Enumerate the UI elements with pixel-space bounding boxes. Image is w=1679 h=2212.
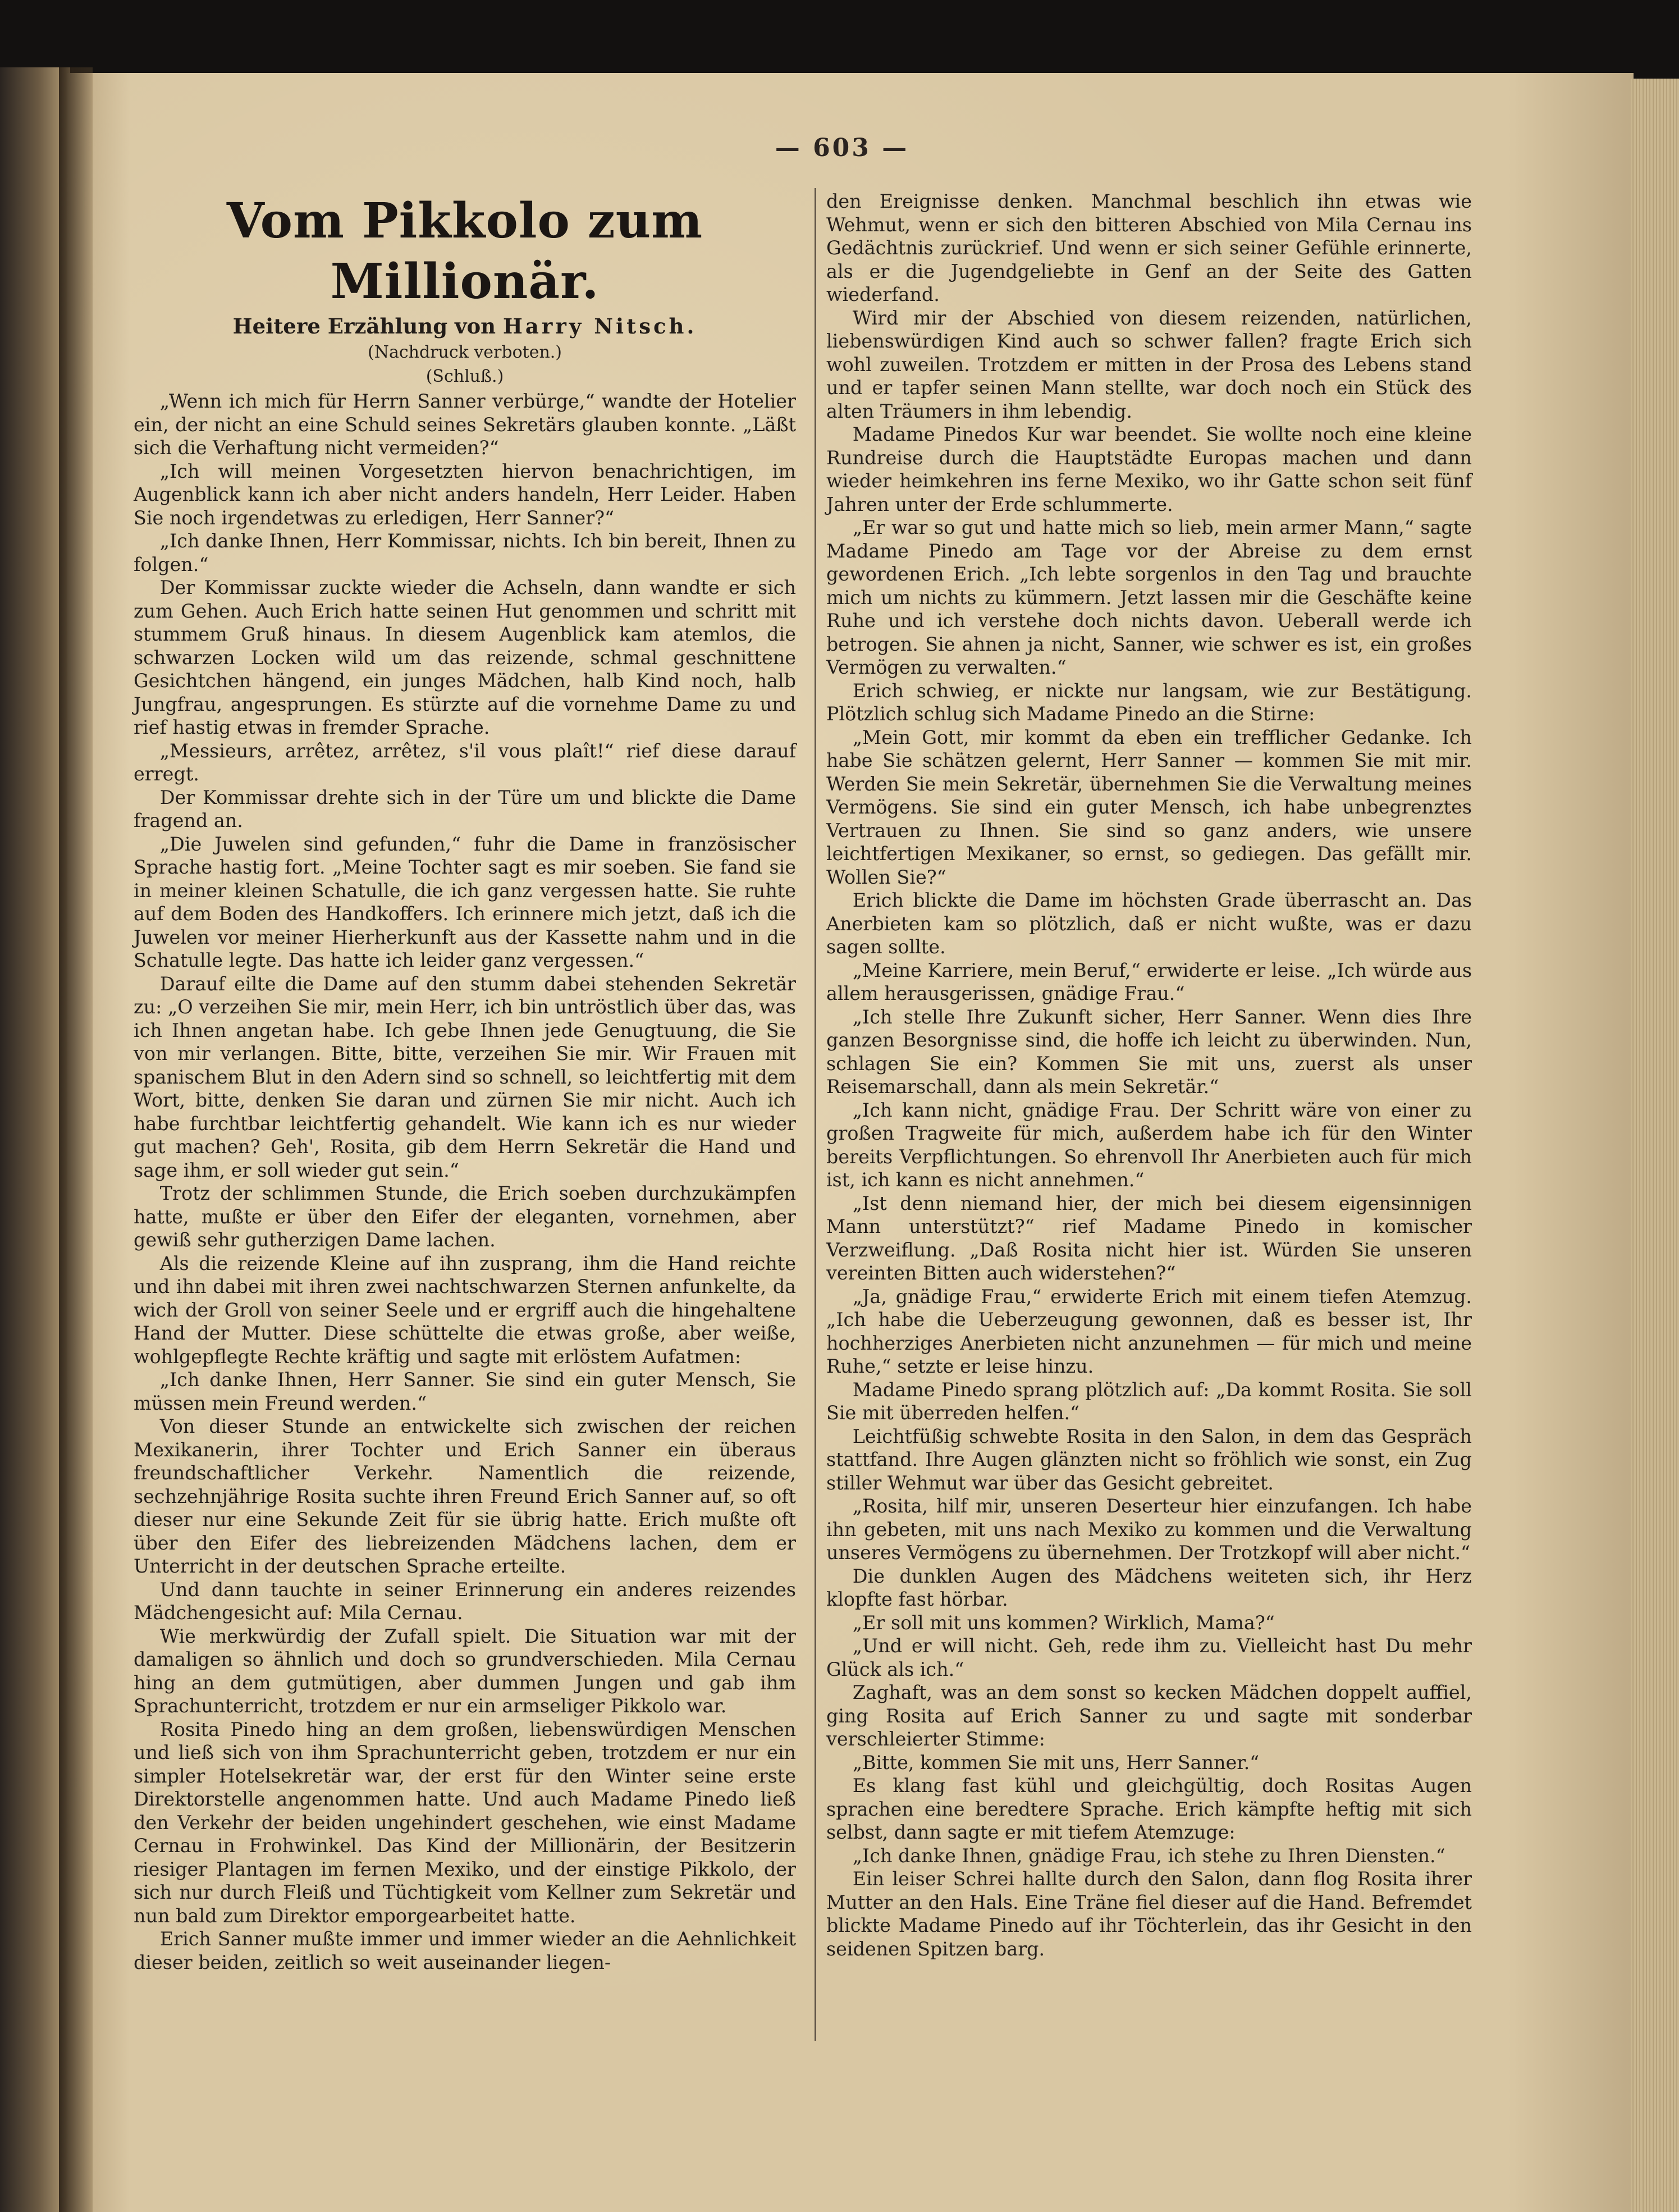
paragraph: „Er war so gut und hatte mich so lieb, mein armer Mann,“ sagte Madame Pinedo am Tage vor der Abreise zu dem ernst gewordenen Erich. „Ich lebte sorgenlos in den Tag und brauchte mich um nichts zu kümmern. Jetzt lassen mir die Geschäfte keine Ruhe und ich verstehe doch nichts davon. Ueberall werde ich betrogen. Sie ahnen ja nicht, Sanner, wie schwer es ist, ein großes Vermögen zu verwalten.“ [826,517,1472,678]
paragraph: Als die reizende Kleine auf ihn zusprang, ihm die Hand reichte und ihn dabei mit ihren zwei nachtschwarzen Sternen anfunkelte, da wich der Groll von seiner Seele und er ergriff auch die hingehaltene Hand der Mutter. Diese schüttelte die etwas große, aber weiße, wohlgepflegte Rechte kräftig und sagte mit erlöstem Aufatmen: [134,1252,796,1368]
paragraph: Die dunklen Augen des Mädchens weiteten sich, ihr Herz klopfte fast hörbar. [826,1565,1472,1610]
paragraph: „Ich will meinen Vorgesetzten hiervon benachrichtigen, im Augenblick kann ich aber nicht anders handeln, Herr Leider. Haben Sie noch irgendetwas zu erledigen, Herr Sanner?“ [134,460,796,529]
paragraph: „Ich kann nicht, gnädige Frau. Der Schritt wäre von einer zu großen Tragweite für mich, außerdem habe ich für den Winter bereits Verpflichtungen. So ehrenvoll Ihr Anerbieten auch für mich ist, ich kann es nicht annehmen.“ [826,1099,1472,1191]
paragraph: „Mein Gott, mir kommt da eben ein trefflicher Gedanke. Ich habe Sie schätzen gelernt, Herr Sanner — kommen Sie mit mir. Werden Sie mein Sekretär, übernehmen Sie die Verwaltung meines Vermögens. Sie sind ein guter Mensch, ich habe unbegrenztes Vertrauen zu Ihnen. Sie sind so ganz anders, wie unsere leichtfertigen Mexikaner, so ernst, so gediegen. Das gefällt mir. Wollen Sie?“ [826,726,1472,888]
paragraph: „Und er will nicht. Geh, rede ihm zu. Vielleicht hast Du mehr Glück als ich.“ [826,1635,1472,1680]
paragraph: „Ich stelle Ihre Zukunft sicher, Herr Sanner. Wenn dies Ihre ganzen Besorgnisse sind, die hoffe ich leicht zu überwinden. Nun, schlagen Sie ein? Kommen Sie mit uns, zuerst als unser Reisemarschall, dann als mein Sekretär.“ [826,1006,1472,1098]
paragraph: Der Kommissar zuckte wieder die Achseln, dann wandte er sich zum Gehen. Auch Erich hatte seinen Hut genommen und schritt mit stummem Gruß hinaus. In diesem Augenblick kam atemlos, die schwarzen Locken wild um das reizende, schmal geschnittene Gesichtchen hängend, ein junges Mädchen, halb Kind noch, halb Jungfrau, angesprungen. Es stürzte auf die vornehme Dame zu und rief hastig etwas in fremder Sprache. [134,577,796,738]
paragraph: Erich blickte die Dame im höchsten Grade überrascht an. Das Anerbieten kam so plötzlich, daß er nicht wußte, was er dazu sagen sollte. [826,889,1472,958]
page-header [724,134,960,167]
paragraph: „Ich danke Ihnen, Herr Sanner. Sie sind ein guter Mensch, Sie müssen mein Freund werden.“ [134,1369,796,1414]
page-number: — 603 — [775,134,909,162]
paragraph: „Ich danke Ihnen, Herr Kommissar, nichts. Ich bin bereit, Ihnen zu folgen.“ [134,530,796,575]
paragraph-continuation: den Ereignisse denken. Manchmal beschlich ihn etwas wie Wehmut, wenn er sich den bitteren Abschied von Mila Cernau ins Gedächtnis zurückrief. Und wenn er sich seiner Gefühle erinnerte, als er die Jugendgeliebte in Genf an der Seite des Gatten wiederfand. [826,190,1472,305]
paragraph: Wird mir der Abschied von diesem reizenden, natürlichen, liebenswürdigen Kind auch so schwer fallen? fragte Erich sich wohl zuweilen. Trotzdem er mitten in der Prosa des Lebens stand und er tapfer seinen Mann stellte, war doch noch ein Stück des alten Träumers in ihm lebendig. [826,307,1472,422]
scan-background-top [0,0,1679,84]
paragraph: Darauf eilte die Dame auf den stumm dabei stehenden Sekretär zu: „O verzeihen Sie mir, mein Herr, ich bin untröstlich über das, was ich Ihnen angetan habe. Ich gebe Ihnen jede Genugtuung, die Sie von mir verlangen. Bitte, bitte, verzeihen Sie mir. Wir Frauen mit spanischem Blut in den Adern sind so schnell, so leichtfertig mit dem Wort, bitte, denken Sie daran und zürnen Sie mir nicht. Auch ich habe furchtbar leichtfertig gehandelt. Wie kann ich es nur wieder gut machen? Geh', Rosita, gib dem Herrn Sekretär die Hand und sage ihm, er soll wieder gut sein.“ [134,972,797,1181]
paragraph: Von dieser Stunde an entwickelte sich zwischen der reichen Mexikanerin, ihrer Tochter und Erich Sanner ein überaus freundschaftlicher Verkehr. Namentlich die reizende, sechzehnjährige Rosita suchte ihren Freund Erich Sanner auf, so oft dieser nur eine Sekunde Zeit für sie übrig hatte. Erich mußte oft über den Eifer des liebreizenden Mädchens lachen, dem er Unterricht in der deutschen Sprache erteilte. [134,1415,796,1577]
paragraph: „Er soll mit uns kommen? Wirklich, Mama?“ [852,1611,1275,1634]
paragraph: „Wenn ich mich für Herrn Sanner verbürge,“ wandte der Hotelier ein, der nicht an eine Schuld seines Sekretärs glauben konnte. „Läßt sich die Verhaftung nicht vermeiden?“ [134,390,796,459]
paragraph: „Meine Karriere, mein Beruf,“ erwiderte er leise. „Ich würde aus allem herausgerissen, gnädige Frau.“ [826,959,1472,1004]
paragraph: Rosita Pinedo hing an dem großen, liebenswürdigen Menschen und ließ sich von ihm Sprachunterricht geben, trotzdem er nur ein simpler Hotelsekretär war, der erst für den Winter seine erste Direktorstelle angenommen hatte. Und auch Madame Pinedo ließ den Verkehr der beiden ungehindert geschehen, wie einst Madame Cernau in Frohwinkel. Das Kind der Millionärin, der Besitzerin riesiger Plantagen im fernen Mexiko, und der einstige Pikkolo, der sich nur durch Fleiß und Tüchtigkeit vom Kellner zum Sekretär und nun bald zum Direktor emporgearbeitet hatte. [134,1718,796,1927]
paragraph: „Rosita, hilf mir, unseren Deserteur hier einzufangen. Ich habe ihn gebeten, mit uns nach Mexiko zu kommen und die Verwaltung unseres Vermögens zu übernehmen. Der Trotzkopf will aber nicht.“ [826,1495,1472,1564]
paragraph: Madame Pinedos Kur war beendet. Sie wollte noch eine kleine Rundreise durch die Hauptstädte Europas machen und dann wieder heimkehren ins ferne Mexiko, wo ihr Gatte schon seit fünf Jahren unter der Erde schlummerte. [826,423,1472,515]
paragraph: Erich Sanner mußte immer und immer wieder an die Aehnlichkeit dieser beiden, zeitlich so weit auseinander liegen- [134,1928,796,1973]
left-column [134,191,796,1974]
reprint-note: (Nachdruck verboten.) [367,342,562,362]
right-column [826,190,1472,1960]
story-author: Harry Nitsch. [502,314,697,339]
page-stack-edge [1631,79,1679,2212]
paragraph: Und dann tauchte in seiner Erinnerung ein anderes reizendes Mädchengesicht auf: Mila Cernau. [134,1578,796,1624]
column-divider [815,188,816,2041]
story-title: Vom Pikkolo zum Millionär. [226,193,703,310]
story-part-label: (Schluß.) [426,367,504,386]
paragraph: Madame Pinedo sprang plötzlich auf: „Da kommt Rosita. Sie soll Sie mit überreden helfen.“ [826,1378,1472,1424]
paragraph: Wie merkwürdig der Zufall spielt. Die Situation war mit der damaligen so ähnlich und doch so grundverschieden. Mila Cernau hing an dem gutmütigen, aber dummen Jungen und gab ihm Sprachunterricht, trotzdem er nur ein armseliger Pikkolo war. [134,1625,796,1717]
paragraph: Ein leiser Schrei hallte durch den Salon, dann flog Rosita ihrer Mutter an den Hals. Eine Träne fiel dieser auf die Hand. Befremdet blickte Madame Pinedo auf ihr Töchterlein, das ihr Gesicht in den seidenen Spitzen barg. [826,1868,1472,1960]
paragraph: Es klang fast kühl und gleichgültig, doch Rositas Augen sprachen eine beredtere Sprache. Erich kämpfte heftig mit sich selbst, dann sagte er mit tiefem Atemzuge: [826,1775,1472,1843]
paragraph: „Messieurs, arrêtez, arrêtez, s'il vous plaît!“ rief diese darauf erregt. [134,739,796,785]
paragraph: Leichtfüßig schwebte Rosita in den Salon, in dem das Gespräch stattfand. Ihre Augen glänzten nicht so fröhlich wie sonst, ein Zug stiller Wehmut war über das Gesicht gebreitet. [826,1425,1472,1494]
page-gutter-shadow [59,67,93,2212]
paragraph: „Ich danke Ihnen, gnädige Frau, ich stehe zu Ihren Diensten.“ [852,1844,1445,1867]
paragraph: Erich schwieg, er nickte nur langsam, wie zur Bestätigung. Plötzlich schlug sich Madame Pinedo an die Stirne: [826,679,1472,725]
story-subtitle [134,312,796,340]
paragraph: „Ist denn niemand hier, der mich bei diesem eigensinnigen Mann unterstützt?“ rief Madame Pinedo in komischer Verzweiflung. „Daß Rosita nicht hier ist. Würden Sie unseren vereinten Bitten auch widerstehen?“ [826,1192,1472,1284]
paragraph: „Bitte, kommen Sie mit uns, Herr Sanner.“ [852,1751,1260,1774]
subtitle-prefix: Heitere Erzählung von [232,314,496,339]
paragraph: Trotz der schlimmen Stunde, die Erich soeben durchzukämpfen hatte, mußte er über den Eifer der eleganten, vornehmen, aber gewiß sehr gutherzigen Dame lachen. [134,1182,796,1251]
paragraph: Zaghaft, was an dem sonst so kecken Mädchen doppelt auffiel, ging Rosita auf Erich Sanner zu und sagte mit sonderbar verschleierter Stimme: [826,1681,1472,1750]
paragraph: Der Kommissar drehte sich in der Türe um und blickte die Dame fragend an. [134,786,796,831]
paragraph: „Die Juwelen sind gefunden,“ fuhr die Dame in französischer Sprache hastig fort. „Meine Tochter sagt es mir soeben. Sie fand sie in meiner kleinen Schatulle, die ich ganz vergessen hatte. Sie ruhte auf dem Boden des Handkoffers. Ich erinnere mich jetzt, daß ich die Juwelen vor meiner Hierherkunft aus der Kassette nahm und in die Schatulle legte. Das hatte ich leider ganz vergessen.“ [134,833,796,971]
paragraph: „Ja, gnädige Frau,“ erwiderte Erich mit einem tiefen Atemzug. „Ich habe die Ueberzeugung gewonnen, daß es besser ist, Ihr hochherziges Anerbieten nicht anzunehmen — für mich und meine Ruhe,“ setzte er leise hinzu. [826,1285,1472,1377]
